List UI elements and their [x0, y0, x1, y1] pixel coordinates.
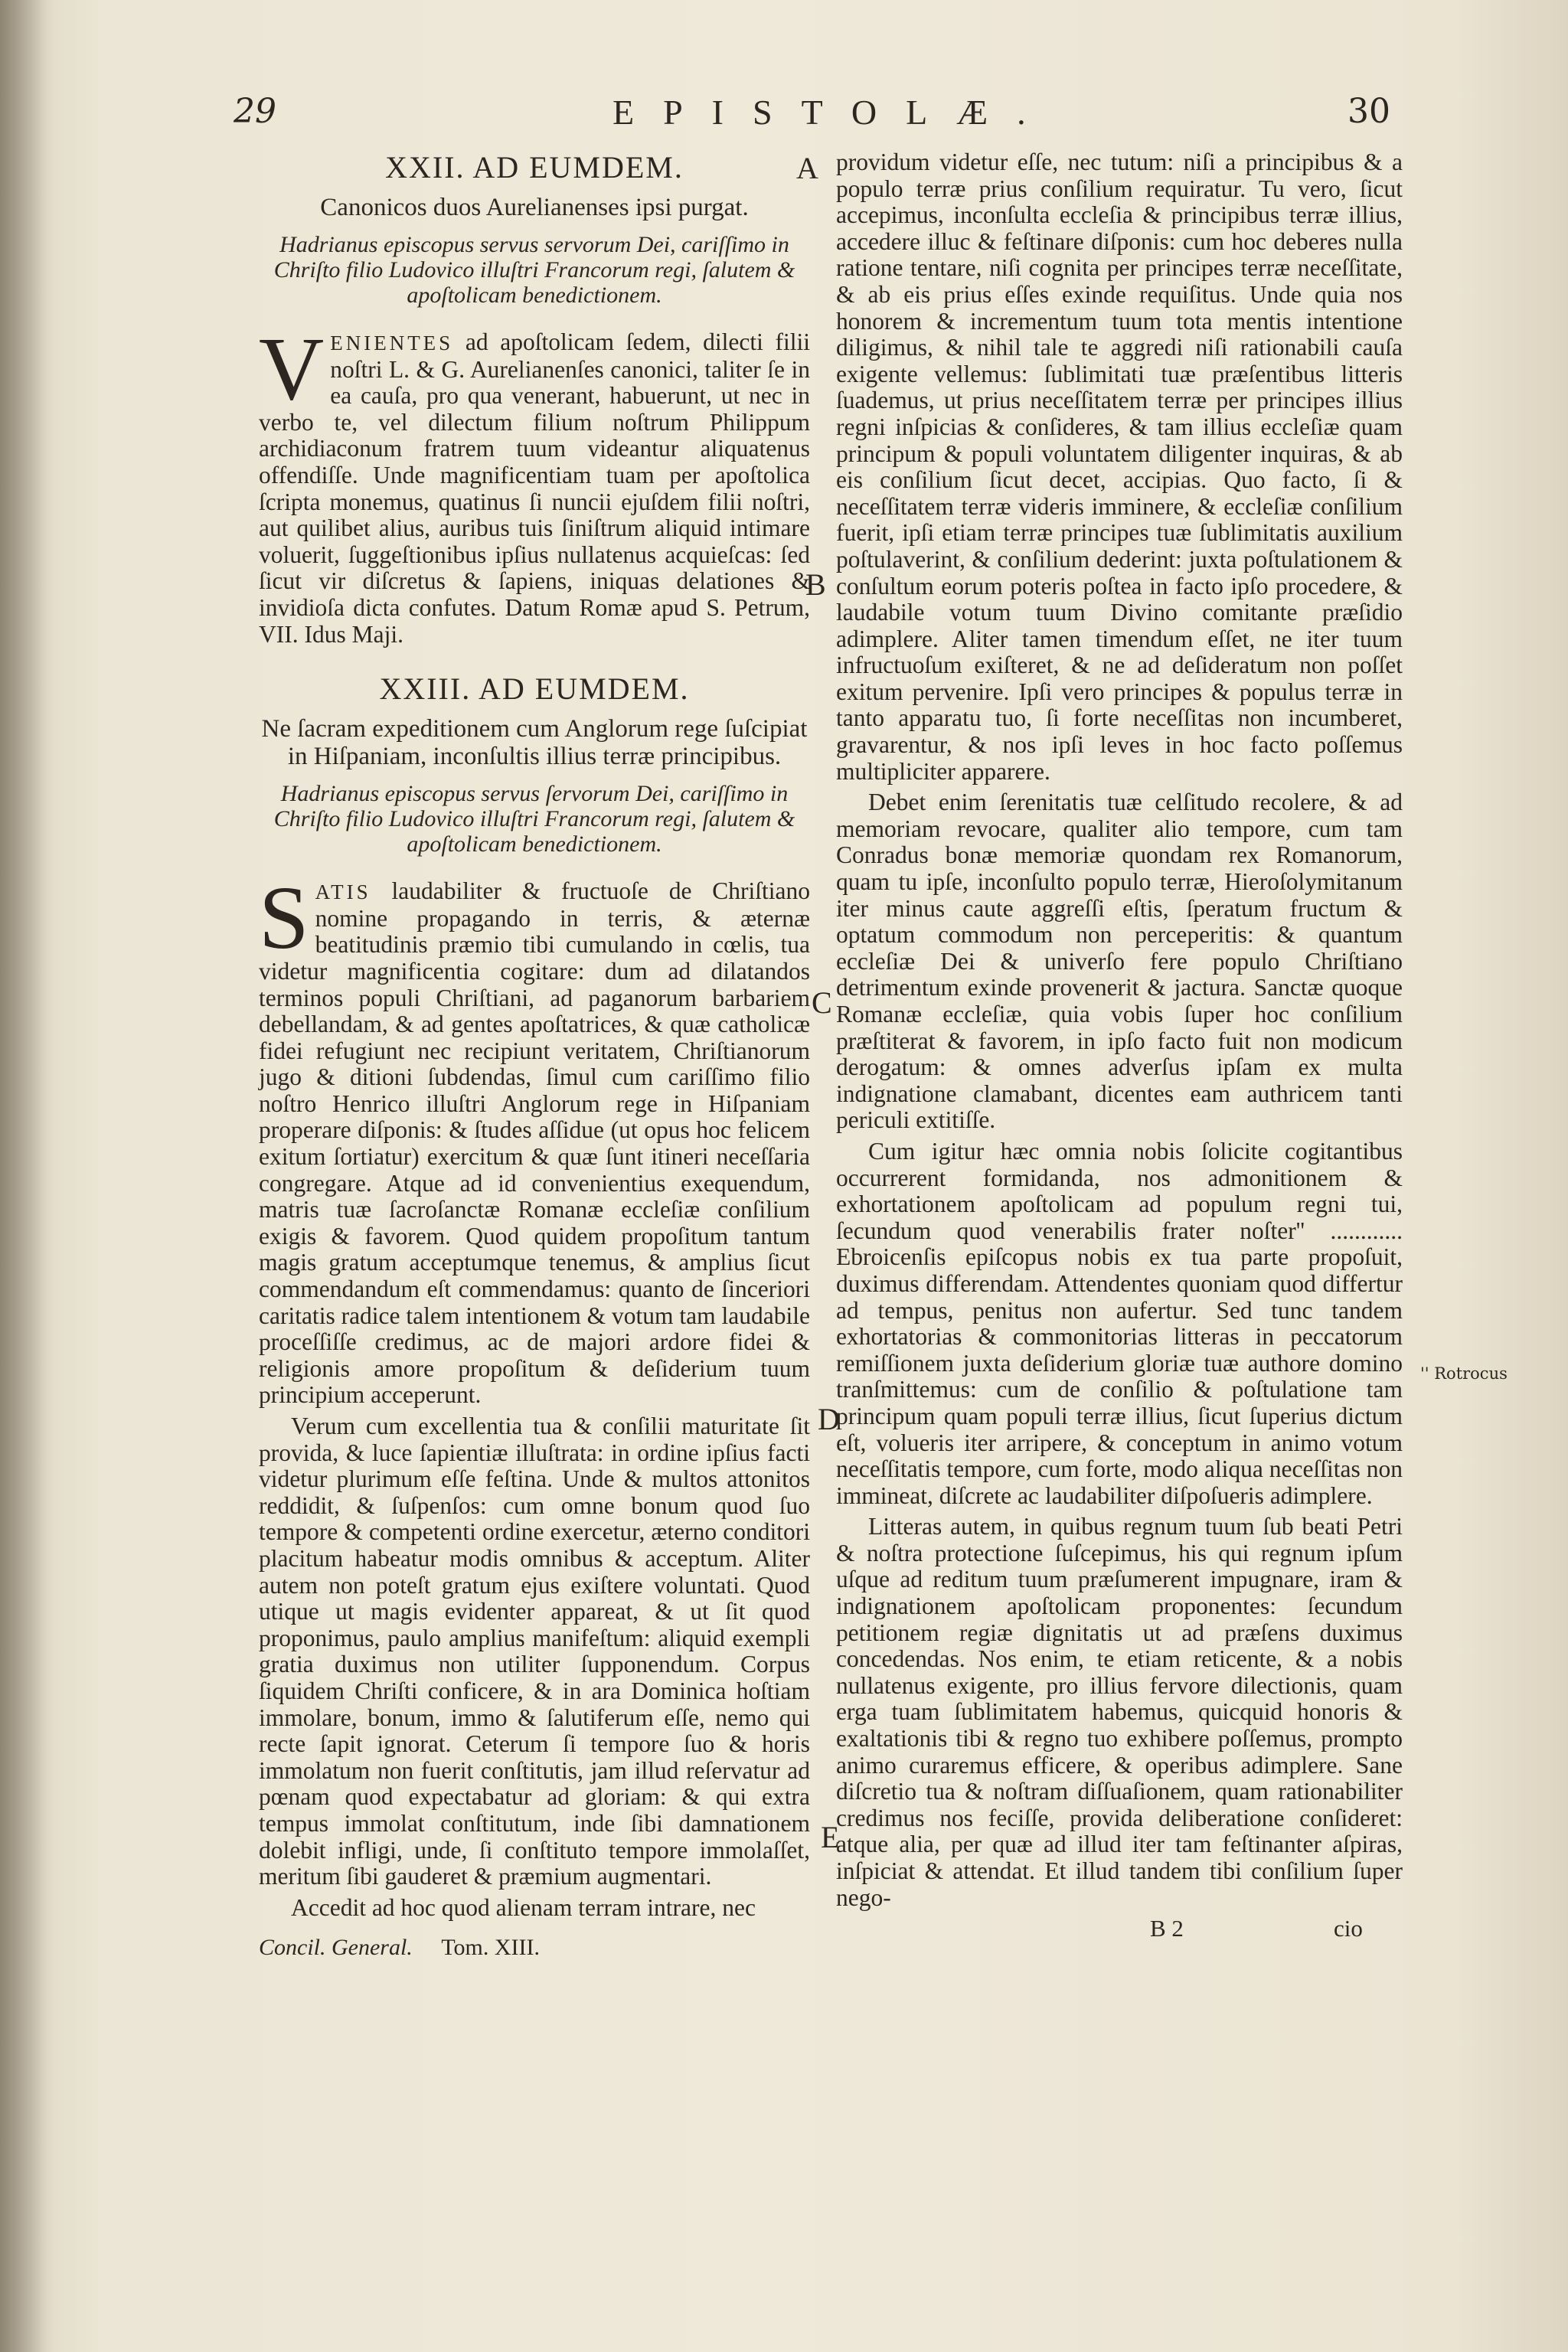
margin-letter-e: E [821, 1820, 840, 1854]
letter-23-paragraph-4: providum videtur eſſe, nec tutum: niſi a principibus & a populo terræ prius conſilium requiratur. Tu vero, ſicut accepimus, inconſulta eccleſia & principibus terræ illius, accedere illuc & feſtinare diſponis: cum hoc deberes nulla ratione tentare, niſi cognita per principes terræ neceſſitate, & ab eis prius eſſes exinde requiſitus. Unde quia nos honorem & incrementum tuum tota mentis intentione diligimus, & nihil tale te aggredi niſi rationabili cauſa exigente vellemus: ſublimitati tuæ præſentibus litteris ſuademus, ut prius neceſſitatem terræ per principes illius regni inſpicias & conſideres, & tam illius eccleſiæ quam principum & populi voluntatem diligenter inquiras, & ab eis conſilium ſicut decet, accipias. Quo facto, ſi & neceſſitatem terræ videris imminere, & eccleſiæ conſilium fuerit, ipſi etiam terræ principes tuæ ſublimitatis auxilium poſtulaverint, & conſilium dederint: juxta poſtulationem & conſultum eorum poteris poſtea in facto ipſo procedere, & laudabile votum tuum Divino comitante præſidio adimplere. Aliter tamen timendum eſſet, ne iter tuum infructuoſum exiſteret, & ne ad deſideratum non poſſet exitum pervenire. Ipſi vero principes & populus terræ in tanto apparatu tuo, ſi forte neceſſitas non incumberet, gravarentur, & nos ipſi leves in hoc facto poſſemus multipliciter apparere. [836, 149, 1403, 785]
signature-mark: Concil. General. [259, 1935, 413, 1961]
margin-letter-b: B [805, 567, 826, 602]
page-footer-right [836, 1916, 1403, 1946]
margin-letter-a: A [796, 151, 818, 185]
letter-22-text: ad apoſtolicam ſedem, dilecti filii noſtri L. & G. Aurelianenſes canonici, taliter ſe in ea cauſa, pro qua venerant, habuerunt, ut nec in verbo te, vel dilectum filium noſtrum Philippum archidiaconum fratrem tuum videantur aliquatenus offendiſſe. Unde magnificentiam tuam per apoſtolica ſcripta monemus, quatinus ſi nuncii ejuſdem filii noſtri, aut quilibet alius, auribus tuis ſiniſtrum aliquid intimare voluerit, ſuggeſtionibus ipſius nullatenus acquieſcas: ſed ſicut vir diſcretus & ſapiens, iniquas delationes & invidioſa dicta confutes. Datum Romæ apud S. Petrum, VII. Idus Maji. [259, 328, 811, 648]
catchword: cio [1334, 1915, 1363, 1942]
page-number-right: 30 [1348, 92, 1390, 131]
opening-word: ATIS [315, 880, 371, 904]
letter-22-salutation: Hadrianus episcopus servus servorum Dei, cariſſimo in Chriſto filio Ludovico illuſtri Francorum regi, ſalutem & apoſtolicam benedictionem. [273, 232, 795, 308]
running-head: EPISTOLÆ. [612, 93, 1055, 132]
sheet-signature: B 2 [1150, 1915, 1184, 1942]
letter-22-body [259, 318, 811, 648]
margin-note: '' Rotrocus [1420, 1364, 1508, 1383]
gutter-shadow [0, 0, 54, 2352]
volume-mark: Tom. XIII. [441, 1935, 541, 1961]
letter-23-paragraph-3: Accedit ad hoc quod alienam terram intrare, nec [291, 1893, 756, 1921]
drop-cap-s: S [259, 867, 309, 969]
margin-letter-d: D [818, 1402, 840, 1436]
letter-23-title: XXIII. AD EUMDEM. [379, 671, 690, 707]
letter-23-paragraph-2: Verum cum excellentia tua & conſilii maturitate ſit provida, & luce ſapientiæ illuſtrata: in ordine ipſius facti videtur plurimum eſſe feſtina. Unde & multos attonitos reddidit, & ſuſpenſos: cum omne bonum quod ſuo tempore & competenti ordine exercetur, æterno conditori placitum habeatur modis omnibus & acceptum. Aliter autem non poteſt gratum ejus exiſtere voluntati. Quod utique ut magis evidenter appareat, & ut ſit quod proponimus, paulo amplius manifeſtum: aliquid exempli gratia duximus non utiliter ſupponendum. Corpus ſiquidem Chriſti conficere, & in ara Dominica hoſtiam immolare, bonum, immo & ſalutiferum eſſe, nemo qui recte ſapit ignorat. Ceterum ſi tempore ſuo & horis immolatum non fuerit conſtitutis, jam illud reſervatur ad pœnam quod expectabatur ad gloriam: & qui extra tempus immolat conſtitutum, inde ſibi damnationem dolebit infligi, unde, ſi conſtituto tempore immolaſſet, meritum ſibi gauderet & præmium augmentari. [259, 1413, 810, 1890]
opening-word: ENIENTES [330, 332, 454, 354]
letter-22-summary: Canonicos duos Aurelianenses ipsi purgat. [320, 194, 749, 221]
right-column [836, 149, 1403, 1946]
letter-22-title: XXII. AD EUMDEM. [385, 150, 684, 185]
margin-letter-c: C [812, 985, 832, 1020]
letter-23-paragraph-7: Litteras autem, in quibus regnum tuum ſub beati Petri & noſtra protectione ſuſcepimus, his qui regnum ipſum uſque ad reditum tuum præſumerent impugnare, iram & indignationem apoſtolicam proponentes: ſecundum petitionem regiæ dignitatis ut ad præſens duximus concedendas. Nos enim, te etiam reticente, & a nobis nullatenus exigente, pro illius fervore dilectionis, quam erga tuam ſublimitatem habemus, quicquid honoris & exaltationis tibi & regno tuo exhibere poſſemus, prompto animo curaremus efficere, & operibus adimplere. Sane diſcretio tua & noſtram diſſuaſionem, quam rationabiliter credimus nos feciſſe, provida deliberatione conſideret: atque alia, per quæ ad illud iter tam feſtinanter aſpiras, inſpiciat & attendat. Et illud tandem tibi conſilium ſuper nego- [836, 1513, 1403, 1911]
page-number-left: 29 [234, 92, 276, 131]
letter-23-paragraph-1 [259, 867, 811, 1409]
left-column [259, 149, 810, 1962]
drop-cap-v: V [259, 318, 325, 419]
letter-23-summary: Ne ſacram expeditionem cum Anglorum rege ſuſcipiat in Hiſpaniam, inconſultis illius terræ principibus. [261, 715, 808, 771]
page-header [0, 92, 1568, 153]
margin-note-text: Rotrocus [1434, 1364, 1508, 1383]
signature-line [259, 1935, 810, 1962]
letter-23-paragraph-5: Debet enim ſerenitatis tuæ celſitudo recolere, & ad memoriam revocare, qualiter alio tempore, cum tam Conradus bonæ memoriæ quondam rex Romanorum, quam tu ipſe, inconſulto populo terræ, Hieroſolymitanum iter minus caute aggreſſi eſtis, ſperatum fructum & optatum commodum non perceperitis: & quantum eccleſiæ Dei & univerſo fere populo Chriſtiano detrimentum exinde provenerit & jactura. Sanctæ quoque Romanæ eccleſiæ, quia vobis ſuper hoc conſilium præſtiterat & favorem, in ipſo facto fuit non modicum derogatum: & omnes adverſus ipſam ex multa indignatione clamabant, dicentes eam authricem tanti periculi extitiſſe. [836, 789, 1403, 1134]
letter-23-text-1: laudabiliter & fructuoſe de Chriſtiano nomine propagando in terris, & æternæ beatitudinis præmio tibi cumulando in cœlis, tua videtur magnificentia cogitare: dum ad dilatandos terminos populi Chriſtiani, ad paganorum barbariem debellandam, & ad gentes apoſtatrices, & quæ catholicæ fidei refugiunt nec recipiunt veritatem, Chriſtianorum jugo & ditioni ſubdendas, ſimul cum cariſſimo filio noſtro Henrico illuſtri Anglorum rege in Hiſpaniam properare diſponis: & ſtudes aſſidue (ut opus hoc felicem exitum ſortiatur) exercitum & quæ ſunt itineri neceſſaria congregare. Atque ad id convenientius exequendum, matris tuæ ſacroſanctæ Romanæ eccleſiæ conſilium exigis & favorem. Quod quidem propoſitum tantum magis gratum acceptumque tenemus, & amplius ſicut commendandum eſt commendamus: quanto de ſinceriori caritatis radice talem intentionem & votum tam laudabile proceſſiſſe credimus, ac de majori ardore fidei & religionis amore propoſitum & deſiderium tuum principium acceperunt. [259, 877, 811, 1409]
letter-23-paragraph-6: Cum igitur hæc omnia nobis ſolicite cogitantibus occurrerent formidanda, nos admonitionem & exhortationem apoſtolicam ad populum regni tui, ſecundum quod venerabilis frater noſter'' ............ Ebroicenſis epiſcopus nobis ex tua parte propoſuit, duximus differendam. Attendentes quoniam quod differtur ad tempus, penitus non aufertur. Sed tunc tandem exhortatorias & commonitorias litteras in peccatorum remiſſionem juxta deſiderium gloriæ tuæ authore domino tranſmittemus: cum de conſilio & poſtulatione tam principum quam populi terræ illius, ſicut ſuperius dictum eſt, volueris iter arripere, & conceptum in animo votum neceſſitatis tempore, cum forte, modo aliqua neceſſitas non immineat, diſcrete ac laudabiliter diſpoſueris adimplere. [836, 1137, 1403, 1509]
letter-23-salutation: Hadrianus episcopus servus ſervorum Dei, cariſſimo in Chriſto filio Ludovico illuſtri Francorum regi, ſalutem & apoſtolicam benedictionem. [273, 781, 795, 858]
